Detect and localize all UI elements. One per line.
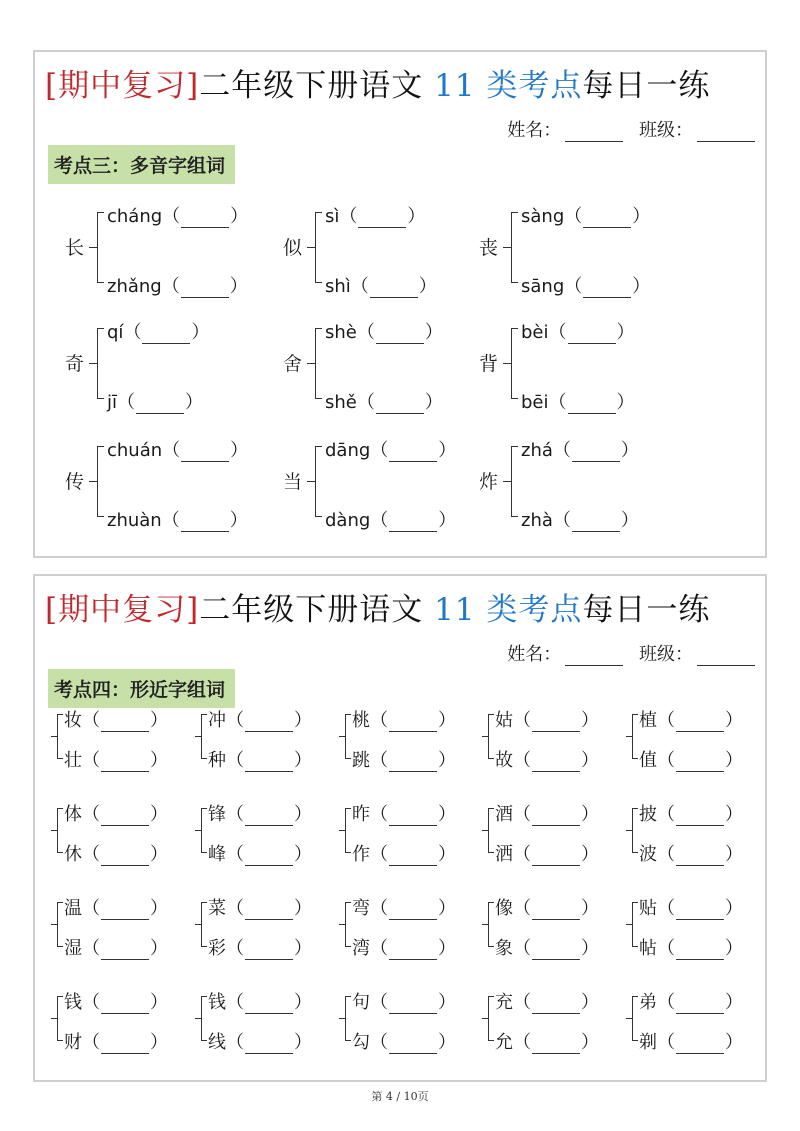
char-a: 句 <box>352 992 370 1013</box>
char-row: 线（ ） <box>208 1032 312 1053</box>
pinyin-row: shě（ ） <box>325 392 443 413</box>
class-label: 班级： <box>639 644 693 665</box>
char-b: 勾 <box>352 1032 370 1053</box>
brace-icon <box>503 328 519 398</box>
polyphone-char: 奇 <box>65 353 85 375</box>
brace-icon <box>51 996 65 1040</box>
similar-char-item <box>339 800 456 865</box>
char-b: 休 <box>64 844 82 865</box>
answer-blank[interactable] <box>572 445 620 462</box>
answer-blank[interactable] <box>568 327 616 344</box>
char-a: 温 <box>64 898 82 919</box>
char-row: 洒（ ） <box>495 844 599 865</box>
name-class-line <box>507 116 755 142</box>
char-row: 作（ ） <box>352 844 456 865</box>
char-row: 体（ ） <box>64 804 168 825</box>
similar-char-item <box>195 894 312 959</box>
char-row: 壮（ ） <box>64 750 168 771</box>
answer-blank[interactable] <box>676 997 724 1014</box>
char-a: 贴 <box>639 898 657 919</box>
brace-icon <box>626 902 640 946</box>
title-tail: 每日一练 <box>582 68 711 104</box>
pinyin: bēi <box>521 392 549 413</box>
answer-blank[interactable] <box>245 849 293 866</box>
char-b: 湿 <box>64 938 82 959</box>
answer-blank[interactable] <box>101 997 149 1014</box>
polyphone-char: 丧 <box>479 237 499 259</box>
char-a: 弟 <box>639 992 657 1013</box>
pinyin: cháng <box>107 206 163 227</box>
pinyin-row: sāng（ ） <box>521 276 651 297</box>
char-b: 财 <box>64 1032 82 1053</box>
pinyin-row: zhuàn（ ） <box>107 510 248 531</box>
polyphone-char: 似 <box>283 237 303 259</box>
char-a: 桃 <box>352 710 370 731</box>
char-row: 句（ ） <box>352 992 456 1013</box>
similar-char-item <box>195 800 312 865</box>
char-row: 酒（ ） <box>495 804 599 825</box>
pinyin-row: shè（ ） <box>325 322 443 343</box>
char-row: 峰（ ） <box>208 844 312 865</box>
brace-icon <box>195 808 209 852</box>
pinyin-row: chuán（ ） <box>107 440 249 461</box>
polyphone-char: 长 <box>65 237 85 259</box>
char-row: 菜（ ） <box>208 898 312 919</box>
char-row: 象（ ） <box>495 938 599 959</box>
brace-icon <box>339 808 353 852</box>
char-row: 钱（ ） <box>64 992 168 1013</box>
brace-icon <box>482 714 496 758</box>
char-row: 贴（ ） <box>639 898 743 919</box>
answer-blank[interactable] <box>532 943 580 960</box>
answer-blank[interactable] <box>676 903 724 920</box>
similar-char-item <box>482 706 599 771</box>
answer-blank[interactable] <box>532 755 580 772</box>
similar-char-item <box>626 894 743 959</box>
pinyin: jī <box>107 392 118 413</box>
brace-icon <box>482 808 496 852</box>
brace-icon <box>503 212 519 282</box>
answer-blank[interactable] <box>245 755 293 772</box>
answer-blank[interactable] <box>101 755 149 772</box>
pinyin-row: zhá（ ） <box>521 440 639 461</box>
char-row: 故（ ） <box>495 750 599 771</box>
pinyin: bèi <box>521 322 549 343</box>
pinyin-row: zhà（ ） <box>521 510 639 531</box>
similar-char-item <box>51 894 168 959</box>
answer-blank[interactable] <box>676 715 724 732</box>
worksheet-card-similar <box>33 574 767 1082</box>
char-a: 体 <box>64 804 82 825</box>
char-a: 菜 <box>208 898 226 919</box>
polyphone-char: 炸 <box>479 471 499 493</box>
char-b: 作 <box>352 844 370 865</box>
worksheet-title <box>45 60 710 105</box>
answer-blank[interactable] <box>245 903 293 920</box>
brace-icon <box>195 902 209 946</box>
answer-blank[interactable] <box>583 211 631 228</box>
char-b: 线 <box>208 1032 226 1053</box>
similar-char-item <box>195 988 312 1053</box>
pinyin-row: jī（ ） <box>107 392 204 413</box>
char-a: 冲 <box>208 710 226 731</box>
char-b: 波 <box>639 844 657 865</box>
pinyin: chuán <box>107 440 163 461</box>
pinyin: dàng <box>325 510 371 531</box>
char-b: 种 <box>208 750 226 771</box>
polyphone-char: 舍 <box>283 353 303 375</box>
char-b: 湾 <box>352 938 370 959</box>
similar-char-item <box>339 988 456 1053</box>
similar-char-item <box>482 800 599 865</box>
brace-icon <box>51 714 65 758</box>
brace-icon <box>482 902 496 946</box>
answer-blank[interactable] <box>389 1037 437 1054</box>
worksheet-title <box>45 584 710 629</box>
answer-blank[interactable] <box>181 211 229 228</box>
title-category: 类考点 <box>486 592 583 628</box>
char-row: 植（ ） <box>639 710 743 731</box>
answer-blank[interactable] <box>389 849 437 866</box>
class-blank[interactable] <box>697 123 755 142</box>
brace-icon <box>626 808 640 852</box>
polyphone-char: 当 <box>283 471 303 493</box>
char-a: 钱 <box>64 992 82 1013</box>
answer-blank[interactable] <box>370 281 418 298</box>
char-row: 充（ ） <box>495 992 599 1013</box>
pinyin-row: cháng（ ） <box>107 206 249 227</box>
pinyin-row: bēi（ ） <box>521 392 635 413</box>
answer-blank[interactable] <box>568 397 616 414</box>
char-row: 妆（ ） <box>64 710 168 731</box>
answer-blank[interactable] <box>389 715 437 732</box>
answer-blank[interactable] <box>101 715 149 732</box>
char-a: 妆 <box>64 710 82 731</box>
pinyin-row: sàng（ ） <box>521 206 651 227</box>
pinyin-row: sì（ ） <box>325 206 426 227</box>
char-row: 像（ ） <box>495 898 599 919</box>
char-row: 允（ ） <box>495 1032 599 1053</box>
char-b: 值 <box>639 750 657 771</box>
similar-char-item <box>51 988 168 1053</box>
class-blank[interactable] <box>697 647 755 666</box>
char-row: 姑（ ） <box>495 710 599 731</box>
answer-blank[interactable] <box>389 445 437 462</box>
pinyin: sāng <box>521 276 565 297</box>
brace-icon <box>89 328 105 398</box>
answer-blank[interactable] <box>389 997 437 1014</box>
answer-blank[interactable] <box>245 715 293 732</box>
char-row: 湾（ ） <box>352 938 456 959</box>
brace-icon <box>307 328 323 398</box>
answer-blank[interactable] <box>676 809 724 826</box>
brace-icon <box>89 446 105 516</box>
pinyin-row: dāng（ ） <box>325 440 457 461</box>
brace-icon <box>482 996 496 1040</box>
pinyin: zhá <box>521 440 553 461</box>
char-a: 披 <box>639 804 657 825</box>
answer-blank[interactable] <box>101 903 149 920</box>
answer-blank[interactable] <box>389 515 437 532</box>
char-a: 昨 <box>352 804 370 825</box>
brace-icon <box>89 212 105 282</box>
answer-blank[interactable] <box>101 849 149 866</box>
char-b: 彩 <box>208 938 226 959</box>
name-label: 姓名： <box>507 644 562 665</box>
similar-char-item <box>339 706 456 771</box>
answer-blank[interactable] <box>583 281 631 298</box>
char-row: 弯（ ） <box>352 898 456 919</box>
brace-icon <box>51 902 65 946</box>
answer-blank[interactable] <box>142 327 190 344</box>
answer-blank[interactable] <box>245 943 293 960</box>
answer-blank[interactable] <box>676 755 724 772</box>
answer-blank[interactable] <box>532 903 580 920</box>
pinyin-row: zhǎng（ ） <box>107 276 248 297</box>
title-category: 类考点 <box>486 68 583 104</box>
answer-blank[interactable] <box>376 397 424 414</box>
answer-blank[interactable] <box>101 809 149 826</box>
answer-blank[interactable] <box>676 849 724 866</box>
char-a: 充 <box>495 992 513 1013</box>
page-number: 第 4 / 10页 <box>371 1090 429 1103</box>
name-blank[interactable] <box>565 123 623 142</box>
answer-blank[interactable] <box>245 809 293 826</box>
polyphone-char: 传 <box>65 471 85 493</box>
topic-label: 考点四：形近字组词 <box>48 669 235 708</box>
char-row: 彩（ ） <box>208 938 312 959</box>
brace-icon <box>626 996 640 1040</box>
char-row: 弟（ ） <box>639 992 743 1013</box>
char-b: 壮 <box>64 750 82 771</box>
topic-label: 考点三：多音字组词 <box>48 145 235 184</box>
answer-blank[interactable] <box>358 211 406 228</box>
answer-blank[interactable] <box>532 715 580 732</box>
similar-char-item <box>195 706 312 771</box>
char-row: 湿（ ） <box>64 938 168 959</box>
char-row: 桃（ ） <box>352 710 456 731</box>
answer-blank[interactable] <box>101 1037 149 1054</box>
title-number: 11 <box>434 68 476 104</box>
pinyin: sì <box>325 206 340 227</box>
similar-char-item <box>339 894 456 959</box>
similar-char-item <box>482 988 599 1053</box>
answer-blank[interactable] <box>181 445 229 462</box>
similar-char-item <box>626 988 743 1053</box>
answer-blank[interactable] <box>389 903 437 920</box>
char-row: 值（ ） <box>639 750 743 771</box>
brace-icon <box>195 996 209 1040</box>
worksheet-card-polyphone <box>33 50 767 558</box>
answer-blank[interactable] <box>101 943 149 960</box>
pinyin-row: bèi（ ） <box>521 322 635 343</box>
answer-blank[interactable] <box>181 515 229 532</box>
similar-char-item <box>482 894 599 959</box>
title-grade: 二年级下册语文 <box>199 592 424 628</box>
answer-blank[interactable] <box>532 809 580 826</box>
char-b: 剃 <box>639 1032 657 1053</box>
pinyin: zhà <box>521 510 553 531</box>
answer-blank[interactable] <box>181 281 229 298</box>
char-b: 峰 <box>208 844 226 865</box>
brace-icon <box>307 212 323 282</box>
polyphone-char: 背 <box>479 353 499 375</box>
answer-blank[interactable] <box>376 327 424 344</box>
class-label: 班级： <box>639 120 693 141</box>
char-row: 勾（ ） <box>352 1032 456 1053</box>
char-row: 剃（ ） <box>639 1032 743 1053</box>
answer-blank[interactable] <box>572 515 620 532</box>
char-row: 波（ ） <box>639 844 743 865</box>
pinyin: shì <box>325 276 351 297</box>
pinyin: zhǎng <box>107 276 162 297</box>
brace-icon <box>339 996 353 1040</box>
answer-blank[interactable] <box>136 397 184 414</box>
brace-icon <box>339 902 353 946</box>
char-row: 昨（ ） <box>352 804 456 825</box>
title-bracket: [期中复习] <box>45 68 200 104</box>
char-a: 锋 <box>208 804 226 825</box>
answer-blank[interactable] <box>389 809 437 826</box>
pinyin-row: qí（ ） <box>107 322 210 343</box>
pinyin: shě <box>325 392 357 413</box>
answer-blank[interactable] <box>532 997 580 1014</box>
char-b: 帖 <box>639 938 657 959</box>
char-row: 财（ ） <box>64 1032 168 1053</box>
answer-blank[interactable] <box>389 943 437 960</box>
pinyin: shè <box>325 322 357 343</box>
char-row: 帖（ ） <box>639 938 743 959</box>
char-a: 弯 <box>352 898 370 919</box>
char-a: 植 <box>639 710 657 731</box>
name-label: 姓名： <box>507 120 562 141</box>
answer-blank[interactable] <box>532 1037 580 1054</box>
pinyin-row: shì（ ） <box>325 276 437 297</box>
char-row: 锋（ ） <box>208 804 312 825</box>
name-blank[interactable] <box>565 647 623 666</box>
char-b: 洒 <box>495 844 513 865</box>
char-row: 休（ ） <box>64 844 168 865</box>
answer-blank[interactable] <box>676 943 724 960</box>
title-bracket: [期中复习] <box>45 592 200 628</box>
pinyin-row: dàng（ ） <box>325 510 457 531</box>
brace-icon <box>503 446 519 516</box>
pinyin: qí <box>107 322 124 343</box>
char-row: 种（ ） <box>208 750 312 771</box>
char-b: 允 <box>495 1032 513 1053</box>
pinyin: sàng <box>521 206 565 227</box>
title-grade: 二年级下册语文 <box>199 68 424 104</box>
similar-char-item <box>51 800 168 865</box>
title-number: 11 <box>434 592 476 628</box>
brace-icon <box>307 446 323 516</box>
char-row: 冲（ ） <box>208 710 312 731</box>
brace-icon <box>339 714 353 758</box>
similar-char-item <box>626 706 743 771</box>
brace-icon <box>626 714 640 758</box>
pinyin: dāng <box>325 440 371 461</box>
title-tail: 每日一练 <box>582 592 711 628</box>
char-row: 披（ ） <box>639 804 743 825</box>
char-b: 象 <box>495 938 513 959</box>
answer-blank[interactable] <box>245 1037 293 1054</box>
answer-blank[interactable] <box>389 755 437 772</box>
answer-blank[interactable] <box>532 849 580 866</box>
similar-char-item <box>626 800 743 865</box>
char-a: 酒 <box>495 804 513 825</box>
char-row: 温（ ） <box>64 898 168 919</box>
pinyin: zhuàn <box>107 510 162 531</box>
char-row: 钱（ ） <box>208 992 312 1013</box>
brace-icon <box>51 808 65 852</box>
char-a: 姑 <box>495 710 513 731</box>
answer-blank[interactable] <box>676 1037 724 1054</box>
similar-char-item <box>51 706 168 771</box>
char-a: 钱 <box>208 992 226 1013</box>
answer-blank[interactable] <box>245 997 293 1014</box>
brace-icon <box>195 714 209 758</box>
name-class-line <box>507 640 755 666</box>
char-row: 跳（ ） <box>352 750 456 771</box>
char-a: 像 <box>495 898 513 919</box>
char-b: 故 <box>495 750 513 771</box>
char-b: 跳 <box>352 750 370 771</box>
